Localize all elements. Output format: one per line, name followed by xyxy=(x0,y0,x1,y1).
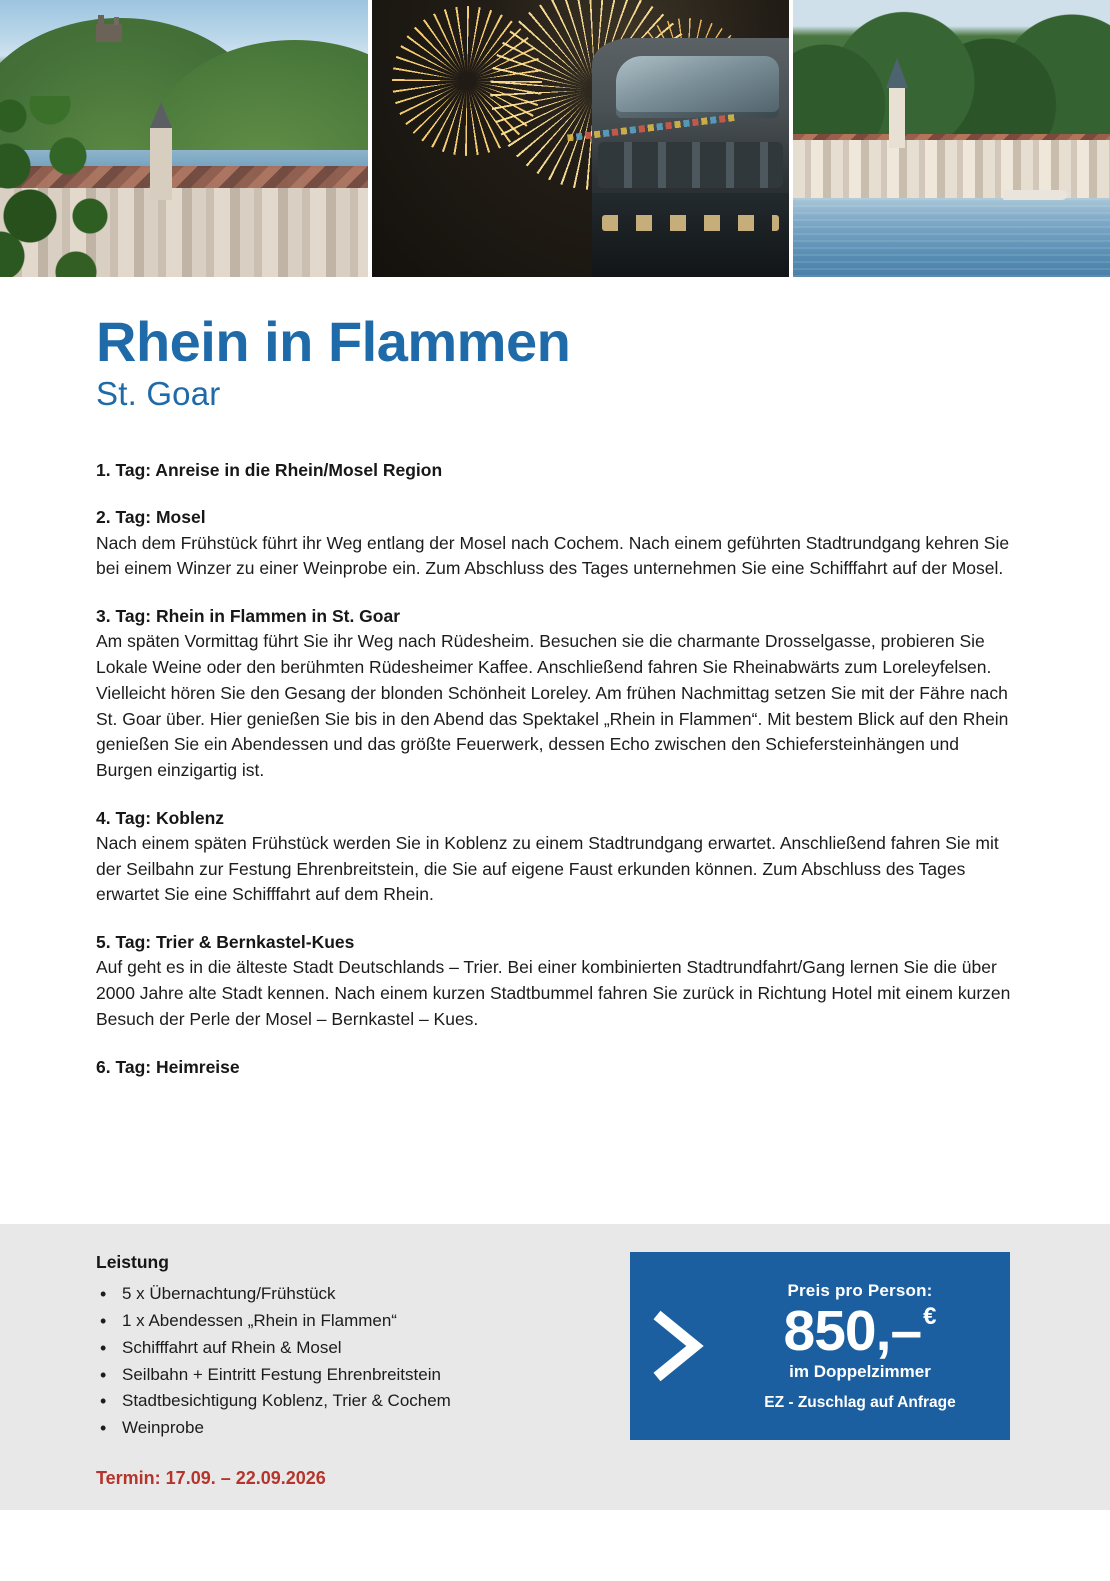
list-item: • Schifffahrt auf Rhein & Mosel xyxy=(122,1335,451,1362)
chevron-right-icon xyxy=(630,1309,726,1383)
mosel-village-vineyard-photo xyxy=(0,0,368,277)
list-item: • 5 x Übernachtung/Frühstück xyxy=(122,1281,451,1308)
itinerary-day xyxy=(96,929,1014,1032)
hero-image-strip xyxy=(0,0,1110,277)
itinerary-day xyxy=(96,805,1014,908)
rhine-village-riverside-photo xyxy=(793,0,1110,277)
footer-band xyxy=(0,1224,1110,1510)
price-surcharge-note: EZ - Zuschlag auf Anfrage xyxy=(764,1393,956,1411)
itinerary-day-heading: 2. Tag: Mosel xyxy=(96,507,206,528)
itinerary-day-body: Auf geht es in die älteste Stadt Deutschlands – Trier. Bei einer kombinierten Stadtrundfahrt/Gang lernen Sie die über 2000 Jahre alte Stadt kennen. Nach einem kurzen Stadtbummel fahren Sie zurück in Richtung Hotel mit einem kurzen Besuch der Perle der Mosel – Bernkastel – Kues. xyxy=(96,957,1011,1029)
itinerary-day-body: Nach einem späten Frühstück werden Sie in Koblenz zu einem Stadtrundgang erwartet. Anschließend fahren Sie mit der Seilbahn zur Festung Ehrenbreitstein, die Sie auf eigene Faust erkunden können. Zum Abschluss des Tages erwartet Sie eine Schifffahrt auf dem Rhein. xyxy=(96,832,999,905)
itinerary-day-body: Am späten Vormittag führt Sie ihr Weg nach Rüdesheim. Besuchen sie die charmante Drosselgasse, probieren Sie Lokale Weine oder den berühmten Rüdesheimer Kaffee. Anschließend fahren Sie Rheinabwärts zum Loreleyfelsen. Vielleicht hören Sie den Gesang der blonden Schönheit Loreley. Am frühen Nachmittag setzen Sie mit der Fähre nach St. Goar über. Hier genießen Sie bis in den Abend das Spektakel „Rhein in Flammen“. Mit bestem Blick auf den Rhein genießen Sie ein Abendessen und das größte Feuerwerk, dessen Echo zwischen den Schiefersteinhängen und Burgen einzigartig ist. xyxy=(96,631,1009,781)
itinerary-day xyxy=(96,603,1014,784)
list-item: • Seilbahn + Eintritt Festung Ehrenbreitstein xyxy=(122,1362,451,1389)
title-block xyxy=(96,310,1014,413)
itinerary-day-heading: 5. Tag: Trier & Bernkastel-Kues xyxy=(96,932,355,953)
list-item: • Weinprobe xyxy=(122,1415,451,1442)
termin-text: Termin: 17.09. – 22.09.2026 xyxy=(96,1468,326,1489)
price-room-type: im Doppelzimmer xyxy=(789,1361,931,1381)
itinerary-list xyxy=(96,457,1014,1080)
page-title: Rhein in Flammen xyxy=(96,310,571,373)
itinerary-day-heading: 3. Tag: Rhein in Flammen in St. Goar xyxy=(96,606,401,627)
leistung-block xyxy=(96,1252,451,1489)
itinerary-day-heading: 6. Tag: Heimreise xyxy=(96,1056,240,1077)
price-box xyxy=(630,1252,1010,1440)
page-subtitle: St. Goar xyxy=(96,375,221,413)
price-currency: € xyxy=(923,1302,937,1330)
price-text-block xyxy=(726,1281,1010,1412)
itinerary-day xyxy=(96,1054,1014,1080)
list-item: • Stadtbesichtigung Koblenz, Trier & Cochem xyxy=(122,1388,451,1415)
document-body xyxy=(0,310,1110,1080)
list-item: • 1 x Abendessen „Rhein in Flammen“ xyxy=(122,1308,451,1335)
itinerary-day xyxy=(96,457,1014,483)
fireworks-over-ship-photo xyxy=(372,0,789,277)
leistung-title: Leistung xyxy=(96,1252,169,1272)
itinerary-day-heading: 1. Tag: Anreise in die Rhein/Mosel Region xyxy=(96,460,443,481)
itinerary-day-heading: 4. Tag: Koblenz xyxy=(96,807,225,828)
itinerary-day xyxy=(96,504,1014,582)
itinerary-day-body: Nach dem Frühstück führt ihr Weg entlang der Mosel nach Cochem. Nach einem geführten Stadtrundgang kehren Sie bei einem Winzer zu einer Weinprobe ein. Zum Abschluss des Tages unternehmen Sie eine Schifffahrt auf der Mosel. xyxy=(96,532,1010,579)
price-amount: 850,– xyxy=(783,1298,922,1363)
price-label: Preis pro Person: xyxy=(787,1280,933,1300)
leistung-list xyxy=(96,1281,451,1442)
